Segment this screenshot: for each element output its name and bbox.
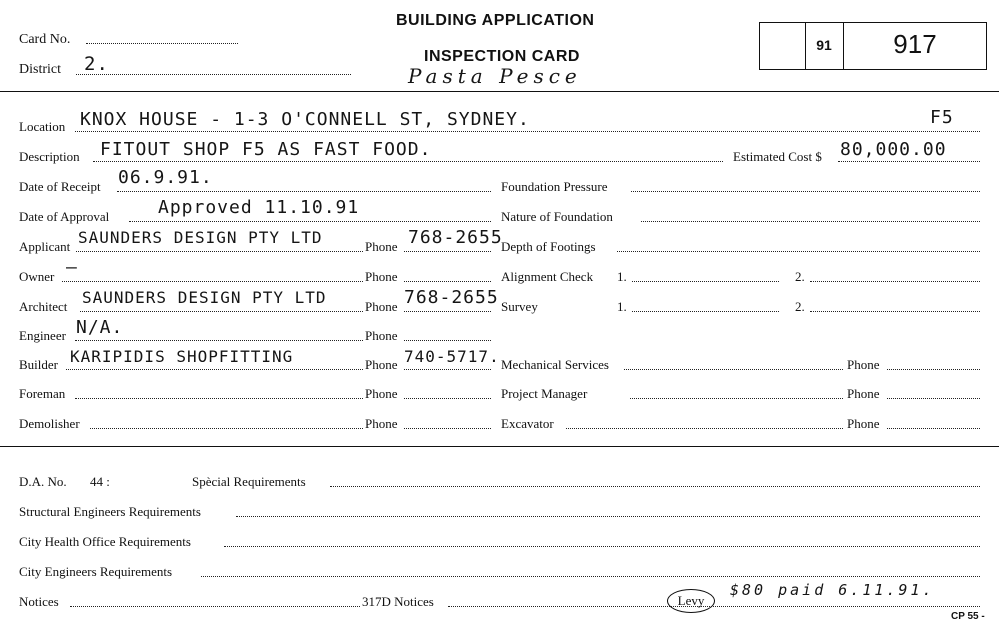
title-line1: BUILDING APPLICATION (396, 12, 595, 29)
city-engineers-field[interactable] (201, 576, 980, 577)
alignment-two-field[interactable] (810, 281, 980, 282)
city-engineers-label: City Engineers Requirements (19, 564, 173, 579)
special-requirements-field[interactable] (330, 486, 980, 487)
owner-label: Owner (19, 269, 55, 284)
survey-one-field[interactable] (632, 311, 779, 312)
notices-317d-field[interactable] (448, 606, 980, 607)
project-manager-phone-field[interactable] (887, 398, 980, 399)
alignment-one-label: 1. (617, 269, 627, 284)
demolisher-phone-field[interactable] (404, 428, 491, 429)
date-approval-label: Date of Approval (19, 209, 110, 224)
foundation-pressure-field[interactable] (631, 191, 980, 192)
foreman-field[interactable] (75, 398, 363, 399)
description-value: FITOUT SHOP F5 AS FAST FOOD. (100, 139, 432, 160)
da-label: D.A. No. (19, 474, 67, 489)
applicant-label: Applicant (19, 239, 71, 254)
card-no-field[interactable] (86, 43, 238, 44)
estimated-cost-value: 80,000.00 (840, 139, 947, 160)
survey-label: Survey (501, 299, 538, 314)
engineer-field[interactable] (75, 340, 363, 341)
levy-label: Levy (677, 593, 705, 608)
builder-phone: 740-5717. (404, 347, 500, 366)
nature-foundation-label: Nature of Foundation (501, 209, 613, 224)
location-code: F5 (930, 107, 954, 128)
excavator-field[interactable] (566, 428, 843, 429)
project-manager-phone-label: Phone (847, 386, 880, 401)
district-value: 2. (84, 53, 109, 75)
owner-phone-field[interactable] (404, 281, 491, 282)
mechanical-phone-label: Phone (847, 357, 880, 372)
box-year: 91 (816, 37, 832, 53)
alignment-two-label: 2. (795, 269, 805, 284)
card-no-label: Card No. (19, 32, 71, 47)
builder-phone-label: Phone (365, 357, 398, 372)
estimated-cost-field[interactable] (838, 161, 980, 162)
date-receipt-label: Date of Receipt (19, 179, 101, 194)
engineer-label: Engineer (19, 328, 66, 343)
applicant-phone-label: Phone (365, 239, 398, 254)
health-field[interactable] (224, 546, 980, 547)
levy-value: $80 paid 6.11.91. (730, 581, 935, 599)
location-label: Location (19, 119, 66, 134)
engineer-phone-field[interactable] (404, 340, 491, 341)
location-value: KNOX HOUSE - 1-3 O'CONNELL ST, SYDNEY. (80, 109, 530, 130)
location-field[interactable] (75, 131, 980, 132)
architect-label: Architect (19, 299, 68, 314)
project-manager-label: Project Manager (501, 386, 588, 401)
mechanical-field[interactable] (624, 369, 843, 370)
card-number-box (759, 22, 987, 70)
nature-foundation-field[interactable] (641, 221, 980, 222)
survey-two-label: 2. (795, 299, 805, 314)
builder-field[interactable] (66, 369, 363, 370)
depth-footings-label: Depth of Footings (501, 239, 596, 254)
builder-value: KARIPIDIS SHOPFITTING (70, 347, 294, 366)
header-divider (0, 91, 999, 92)
handwritten-name: Pasta Pesce (408, 64, 582, 88)
architect-field[interactable] (80, 311, 363, 312)
excavator-phone-field[interactable] (887, 428, 980, 429)
notices-field[interactable] (70, 606, 360, 607)
section-divider (0, 446, 999, 447)
structural-field[interactable] (236, 516, 980, 517)
notices-label: Notices (19, 594, 59, 609)
date-approval-field[interactable] (129, 221, 491, 222)
notices-317d-label: 317D Notices (362, 594, 434, 609)
alignment-one-field[interactable] (632, 281, 779, 282)
date-approval-value: Approved 11.10.91 (158, 197, 360, 218)
description-field[interactable] (93, 161, 723, 162)
district-label: District (19, 62, 61, 77)
owner-phone-label: Phone (365, 269, 398, 284)
applicant-field[interactable] (76, 251, 363, 252)
applicant-phone: 768-2655 (408, 227, 503, 248)
description-label: Description (19, 149, 80, 164)
applicant-value: SAUNDERS DESIGN PTY LTD (78, 228, 323, 247)
demolisher-field[interactable] (90, 428, 363, 429)
date-receipt-value: 06.9.91. (118, 167, 213, 188)
excavator-label: Excavator (501, 416, 554, 431)
survey-one-label: 1. (617, 299, 627, 314)
project-manager-field[interactable] (630, 398, 843, 399)
estimated-cost-label: Estimated Cost $ (733, 149, 822, 164)
architect-phone-field[interactable] (404, 311, 491, 312)
box-number: 917 (893, 29, 937, 59)
da-value: 44 : (90, 474, 110, 489)
architect-phone: 768-2655 (404, 287, 499, 308)
district-field[interactable] (76, 74, 351, 75)
survey-two-field[interactable] (810, 311, 980, 312)
demolisher-label: Demolisher (19, 416, 80, 431)
special-requirements-label: Spècial Requirements (192, 474, 306, 489)
title-line2: INSPECTION CARD (424, 48, 580, 65)
builder-label: Builder (19, 357, 58, 372)
levy-stamp (667, 589, 715, 613)
mechanical-label: Mechanical Services (501, 357, 609, 372)
engineer-phone-label: Phone (365, 328, 398, 343)
builder-phone-field[interactable] (404, 369, 491, 370)
health-label: City Health Office Requirements (19, 534, 191, 549)
applicant-phone-field[interactable] (404, 251, 491, 252)
architect-phone-label: Phone (365, 299, 398, 314)
owner-field[interactable] (62, 281, 363, 282)
owner-value: — (66, 257, 78, 278)
foundation-pressure-label: Foundation Pressure (501, 179, 608, 194)
demolisher-phone-label: Phone (365, 416, 398, 431)
foreman-phone-label: Phone (365, 386, 398, 401)
foreman-phone-field[interactable] (404, 398, 491, 399)
depth-footings-field[interactable] (617, 251, 980, 252)
structural-label: Structural Engineers Requirements (19, 504, 201, 519)
alignment-check-label: Alignment Check (501, 269, 594, 284)
form-code: CP 55 - (951, 611, 985, 622)
architect-value: SAUNDERS DESIGN PTY LTD (82, 288, 327, 307)
date-receipt-field[interactable] (117, 191, 491, 192)
mechanical-phone-field[interactable] (887, 369, 980, 370)
foreman-label: Foreman (19, 386, 66, 401)
engineer-value: N/A. (76, 317, 124, 338)
excavator-phone-label: Phone (847, 416, 880, 431)
